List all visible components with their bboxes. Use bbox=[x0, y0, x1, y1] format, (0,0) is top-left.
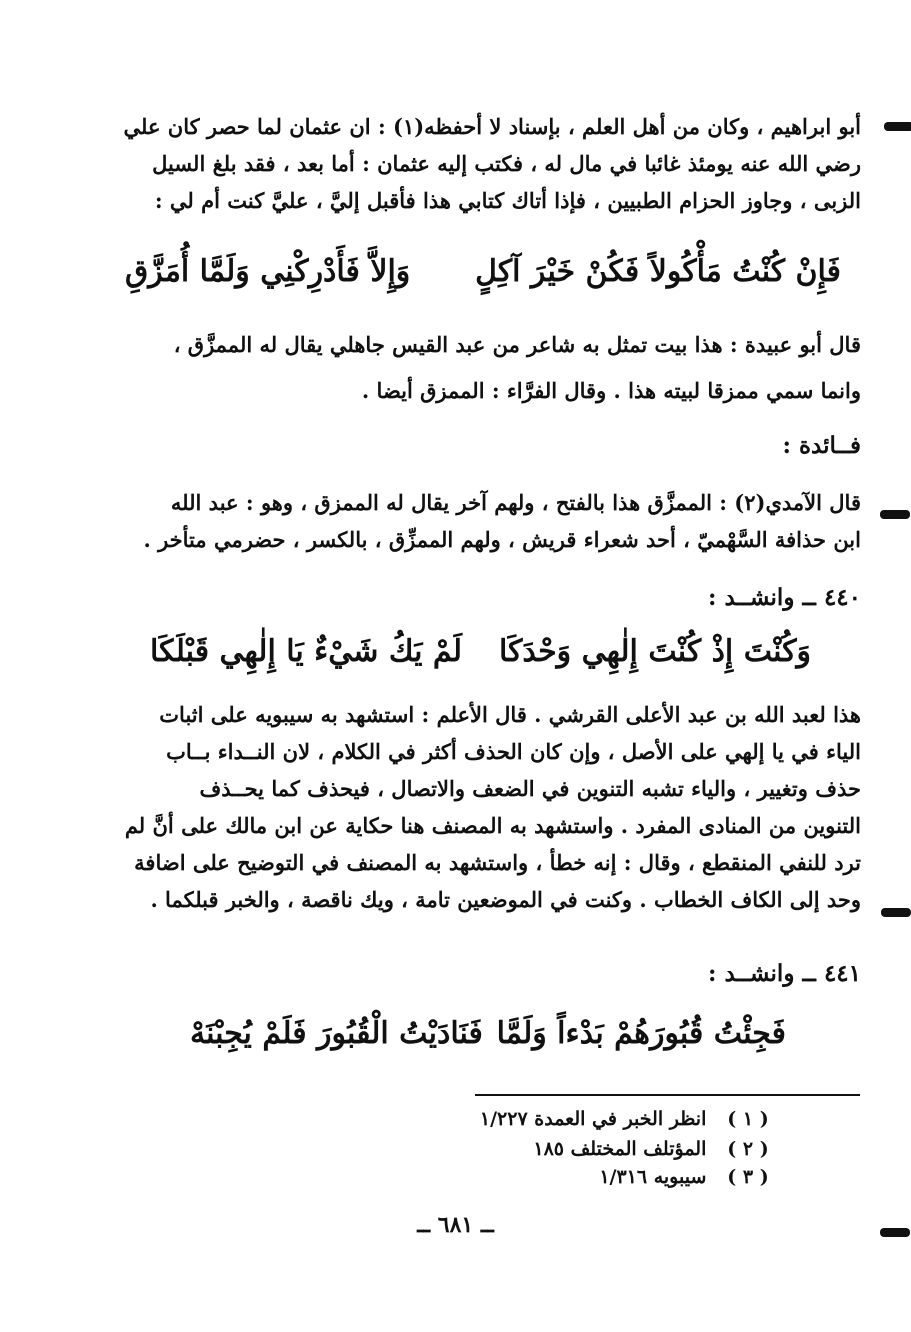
footnote-2 bbox=[533, 1138, 783, 1160]
page-edge-mark bbox=[881, 908, 911, 917]
footnote-number: ( ٢ ) bbox=[727, 1138, 769, 1160]
footnote-divider bbox=[475, 1094, 860, 1096]
text-line: حذف وتغيير ، والياء تشبه التنوين في الضعف والاتصال ، فيحذف كما يحــذف bbox=[199, 776, 861, 801]
page-edge-mark bbox=[880, 510, 910, 519]
footnote-1 bbox=[480, 1108, 783, 1130]
verse-2-first-hemistich: وَكُنْتَ إِذْ كُنْتَ إِلٰهِي وَحْدَكَا bbox=[498, 634, 811, 669]
text-line: هذا لعبد الله بن عبد الأعلى القرشي . قال الأعلم : استشهد به سيبويه على اثبات bbox=[159, 702, 861, 727]
text-line: وحد إلى الكاف الخطاب . وكنت في الموضعين تامة ، ويك ناقصة ، والخبر قبلكما . bbox=[150, 887, 861, 912]
paragraph-top bbox=[101, 108, 861, 219]
paragraph-3 bbox=[101, 484, 861, 558]
text-line: رضي الله عنه يومئذ غائبا في مال له ، فكتب إليه عثمان : أما بعد ، فقد بلغ السيل bbox=[152, 151, 861, 176]
verse-2-second-hemistich: لَمْ يَكُ شَيْءٌ يَا إِلٰهِي قَبْلَكَا bbox=[150, 634, 463, 669]
verse-1-first-hemistich: فَإِنْ كُنْتُ مَأْكُولاً فَكُنْ خَيْرَ آكِلٍ bbox=[475, 254, 841, 289]
paragraph-4 bbox=[101, 696, 861, 918]
faida-heading: فــائدة : bbox=[782, 432, 861, 459]
text-line: وانما سمي ممزقا لبيته هذا . وقال الفرَّاء : الممزق أيضا . bbox=[361, 378, 861, 403]
page-edge-mark bbox=[884, 122, 911, 131]
text-line: ابن حذافة السَّهْميّ ، أحد شعراء قريش ، ولهم الممزِّق ، بالكسر ، حضرمي متأخر . bbox=[143, 527, 861, 552]
footnote-text: المؤتلف المختلف ١٨٥ bbox=[533, 1138, 707, 1160]
text-line: أبو ابراهيم ، وكان من أهل العلم ، بإسناد لا أحفظه(١) : ان عثمان لما حصر كان علي bbox=[123, 114, 861, 139]
text-line: قال الآمدي(٢) : الممزَّق هذا بالفتح ، ولهم آخر يقال له الممزق ، وهو : عبد الله bbox=[170, 490, 861, 515]
paragraph-2 bbox=[101, 322, 861, 414]
heading-440: ٤٤٠ ــ وانشــد : bbox=[707, 584, 861, 611]
text-line: الياء في يا إلهي على الأصل ، وإن كان الحذف أكثر في الكلام ، لان النــداء بــاب bbox=[166, 739, 861, 764]
footnote-number: ( ١ ) bbox=[727, 1108, 769, 1130]
text-line: التنوين من المنادى المفرد . واستشهد به المصنف هنا حكاية عن ابن مالك على أنَّ لم bbox=[124, 813, 861, 838]
text-line: ترد للنفي المنقطع ، وقال : إنه خطأ ، واستشهد به المصنف في التوضيح على اضافة bbox=[134, 850, 861, 875]
page-edge-mark bbox=[880, 1228, 910, 1237]
footnote-number: ( ٣ ) bbox=[727, 1166, 769, 1188]
footnote-text: سيبويه ١/٣١٦ bbox=[599, 1166, 707, 1188]
footnote-text: انظر الخبر في العمدة ١/٢٢٧ bbox=[479, 1108, 707, 1130]
text-line: قال أبو عبيدة : هذا بيت تمثل به شاعر من عبد القيس جاهلي يقال له الممزَّق ، bbox=[173, 332, 861, 357]
verse-3-second-hemistich: فَنَادَيْتُ الْقُبُورَ فَلَمْ يُجِبْنَهْ bbox=[190, 1016, 483, 1051]
verse-1-second-hemistich: وَإِلاَّ فَأَدْرِكْنِي وَلَمَّا أُمَزَّقِ bbox=[125, 254, 411, 289]
text-line: الزبى ، وجاوز الحزام الطبيين ، فإذا أتاك كتابي هذا فأقبل إليَّ ، عليَّ كنت أم لي : bbox=[154, 188, 861, 213]
page-number: ــ ٦٨١ ــ bbox=[417, 1212, 494, 1238]
verse-3-first-hemistich: فَجِئْتُ قُبُورَهُمْ بَدْءاً وَلَمَّا bbox=[496, 1016, 786, 1051]
footnote-3 bbox=[599, 1166, 783, 1188]
heading-441: ٤٤١ ــ وانشــد : bbox=[707, 960, 861, 987]
